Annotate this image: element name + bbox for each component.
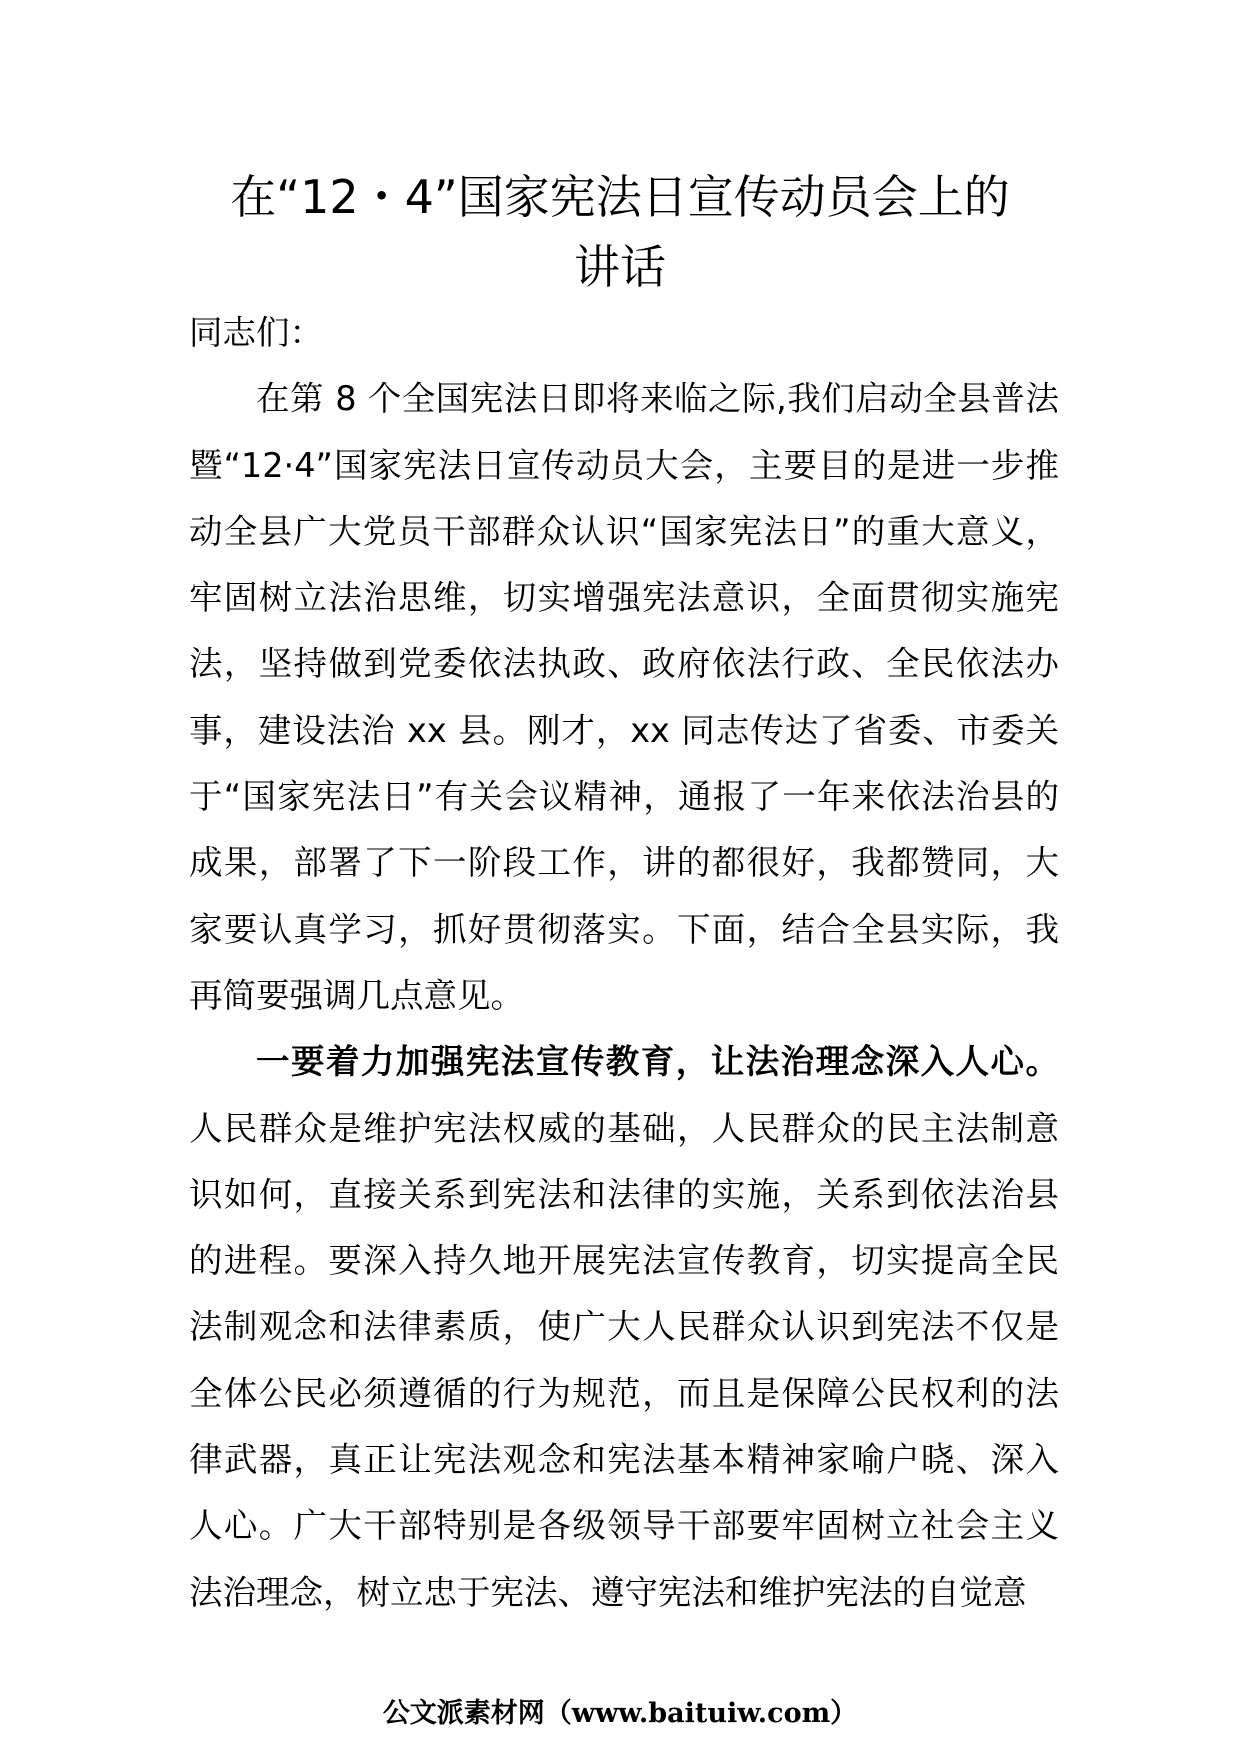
page-title	[150, 162, 1090, 302]
salutation: 同志们：	[189, 313, 323, 352]
title-line-2: 讲话	[574, 240, 666, 294]
paragraph-point-one	[189, 1029, 1059, 1626]
document-body	[189, 300, 1059, 1626]
paragraph-intro: 在第 8 个全国宪法日即将来临之际,我们启动全县普法暨“12·4”国家宪法日宣传动员大会，主要目的是进一步推动全县广大党员干部群众认识“国家宪法日”的重大意义，牢固树立法治思维，切实增强宪法意识，全面贯彻实施宪法，坚持做到党委依法执政、政府依法行政、全民依法办事，建设法治 xx 县。刚才，xx 同志传达了省委、市委关于“国家宪法日”有关会议精神，通报了一年来依法治县的成果，部署了下一阶段工作，讲的都很好，我都赞同，大家要认真学习，抓好贯彻落实。下面，结合全县实际，我再简要强调几点意见。	[189, 379, 1059, 1015]
point-one-body: 人民群众是维护宪法权威的基础，人民群众的民主法制意识如何，直接关系到宪法和法律的实施，关系到依法治县的进程。要深入持久地开展宪法宣传教育，切实提高全民法制观念和法律素质，使广大人民群众认识到宪法不仅是全体公民必须遵循的行为规范，而且是保障公民权利的法律武器，真正让宪法观念和宪法基本精神家喻户晓、深入人心。广大干部特别是各级领导干部要牢固树立社会主义法治理念，树立忠于宪法、遵守宪法和维护宪法的自觉意	[189, 1108, 1059, 1612]
title-line-1: 在“12・4”国家宪法日宣传动员会上的	[230, 170, 1010, 224]
footer-watermark: 公文派素材网（www.baituiw.com）	[382, 1698, 858, 1729]
point-one-heading: 一要着力加强宪法宣传教育，让法治理念深入人心。	[256, 1042, 1059, 1082]
